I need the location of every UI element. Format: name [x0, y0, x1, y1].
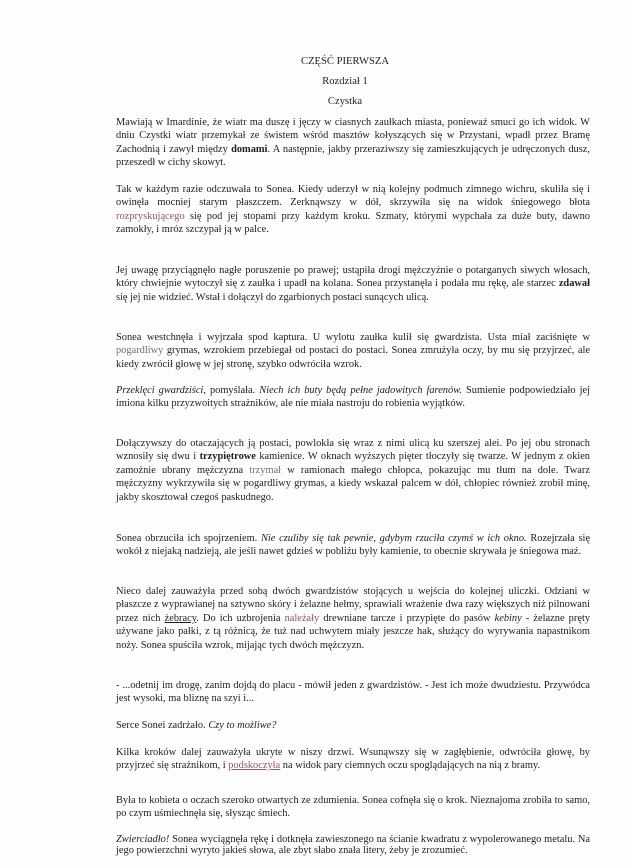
text-segment: . Do ich uzbrojenia [196, 612, 285, 624]
text-segment: Przeklęci gwardziści [116, 385, 204, 396]
text-segment: się pod jej stopami przy każdym kroku. Szmaty, którymi wypchała za duże buty, dawno zamokły, i mróz szczypał ją w palce. [116, 210, 590, 236]
text-segment: Mawiają w Imardinie, że wiatr ma duszę i jęczy w ciasnych zaułkach miasta, ponieważ smuci go ich widok. W dniu Czystki wiatr przemykał ze świstem wśród masztów kołyszących się w Przystani, wpadł przez Bramę Zachodnią i zawył między [116, 117, 590, 155]
text-segment: Czy to możliwe? [208, 720, 277, 731]
paragraph [116, 585, 590, 652]
text-segment: , pomyślała. [203, 385, 260, 396]
paragraph [116, 264, 590, 304]
text-segment: - żelazne pręty używane jako pałki, z tą różnicą, że tuż nad uchwytem miały jeszcze hak, służący do wyrywania napastnikom noży. Sonea spuściła wzrok, mijając tych dwóch mężczyzn. [116, 612, 591, 651]
text-segment: należały [284, 612, 320, 624]
text-segment: Nie czuliby się tak pewnie, gdybym rzuciła czymś w ich okno. [260, 533, 527, 544]
paragraph [116, 679, 590, 706]
text-segment: się jej nie widzieć. Wstał i dołączył do zgarbionych postaci sunących ulicą. [116, 291, 429, 303]
text-segment: Serce Sonei zadrżało. [116, 720, 209, 731]
text-segment: trzymał [249, 464, 282, 476]
text-segment: żebracy [164, 612, 197, 624]
text-segment: Nieco dalej zauważyła przed sobą dwóch gwardzistów stojących u wejścia do kolejnej uliczki. Odziani w płaszcze z wyprawianej na sztywno skóry i żelazne hełmy, sprawiali wrażenie dwa razy większych niż pilnowani przez nich [116, 586, 590, 624]
text-segment: Sonea wyciągnęła rękę i dotknęła zawieszonego na ścianie kwadratu z wypolerowanego metalu. Na jego powierzchni wyryto jakieś słowa, ale zbyt słabo znała litery, żeby je zrozumieć. [116, 834, 590, 856]
text-segment: kebiny [494, 612, 522, 624]
paragraph [116, 437, 590, 504]
paragraph [116, 532, 590, 559]
paragraph [116, 384, 590, 411]
text-segment: podskoczyła [228, 760, 281, 772]
text-segment: Jej uwagę przyciągnęło nagłe poruszenie po prawej; ustąpiła drogi mężczyźnie o potarganych siwych włosach, który chwiejnie wytoczył się z zaułka i upadł na kolana. Sonea przystanęła i podała mu rękę, ale starzec [116, 265, 590, 290]
part-heading: CZĘŚĆ PIERWSZA [301, 56, 389, 67]
chapter-heading: Rozdział 1 [322, 76, 368, 87]
text-segment: . A następnie, jakby przeraziwszy się zamieszkujących je udręczonych dusz, przeszedł w cichy skowyt. [116, 143, 590, 169]
text-segment: Sonea obrzuciła ich spojrzeniem. [116, 533, 261, 544]
text-segment: Rozejrzała się wokół z niejaką nadzieją, ale jeśli nawet gdzieś w pobliżu były kamienie, to obecnie skrywała je śniegowa maź. [116, 533, 590, 558]
text-segment: Zwierciadło! [116, 834, 170, 845]
text-segment: Sonea westchnęła i wyjrzała spod kaptura. U wylotu zaułka kulił się gwardzista. Usta miał zaciśnięte w [116, 332, 590, 343]
text-segment: na widok pary ciemnych oczu spoglądających na nią z bramy. [280, 760, 541, 772]
text-segment: w ramionach małego chłopca, pokazując mu tłum na dole. Twarz mężczyzny wykrzywiła się w pogardliwy grymas, a kiedy wskazał palcem w dół, chłopiec również zrobił minę, jakby skosztował czegoś paskudnego. [116, 464, 590, 503]
text-segment: trzypiętrowe [199, 451, 256, 463]
paragraph [116, 834, 590, 856]
text-segment: Kilka kroków dalej zauważyła ukryte w niszy drzwi. Wsunąwszy się w zagłębienie, odwróciła głowę, by przyjrzeć się strażnikom, i [116, 747, 590, 772]
text-segment: Niech ich buty będą pełne jadowitych farenów. [259, 385, 462, 396]
chapter-title: Czystka [327, 96, 363, 107]
text-segment: - ...odetnij im drogę, zanim dojdą do placu - mówił jeden z gwardzistów. - Jest ich może dwudziestu. Przywódca jest wysoki, ma bliznę na szyi i... [116, 680, 590, 705]
text-segment: zdawał [558, 278, 590, 290]
text-segment: Tak w każdym razie odczuwała to Sonea. Kiedy uderzył w nią kolejny podmuch zimnego wichru, skuliła się i owinęła mocniej starym płaszczem. Zerknąwszy w dół, skrzywiła się na widok śniegowego błota [116, 184, 590, 209]
paragraph [116, 746, 590, 773]
text-segment: domami [231, 143, 268, 155]
paragraph [116, 116, 590, 170]
text-segment: drewniane tarcze i przypięte do pasów [319, 612, 495, 624]
text-segment: grymas, wzrokiem przebiegał od postaci do postaci. Sonea zmrużyła oczy, by mu się przyjrzeć, ale kiedy zwrócił głowę w jej stronę, szybko odwróciła wzrok. [116, 345, 590, 370]
text-segment: rozpryskującego [116, 210, 185, 222]
text-segment: Dołączywszy do otaczających ją postaci, powlokła się wraz z nimi ulicą ku szerszej alei. Po jej obu stronach wznosiły się dwu i [116, 438, 590, 463]
text-segment: kamienice. W oknach wyższych pięter tłoczyły się twarze. W jednym z okien zamożnie ubrany mężczyzna [116, 451, 590, 476]
text-segment: pogardliwy [116, 345, 164, 357]
paragraph [116, 331, 590, 371]
text-segment: Była to kobieta o oczach szeroko otwartych ze zdumienia. Sonea cofnęła się o krok. Nieznajoma zrobiła to samo, po czym uśmiechnęła się, słysząc śmiech. [116, 795, 590, 820]
paragraph [116, 183, 590, 237]
paragraph [116, 794, 590, 821]
text-segment: Sumienie podpowiedziało jej imiona kilku przyzwoitych strażników, ale nie miała nastroju do robienia wyjątków. [116, 385, 591, 410]
paragraph [116, 719, 590, 732]
